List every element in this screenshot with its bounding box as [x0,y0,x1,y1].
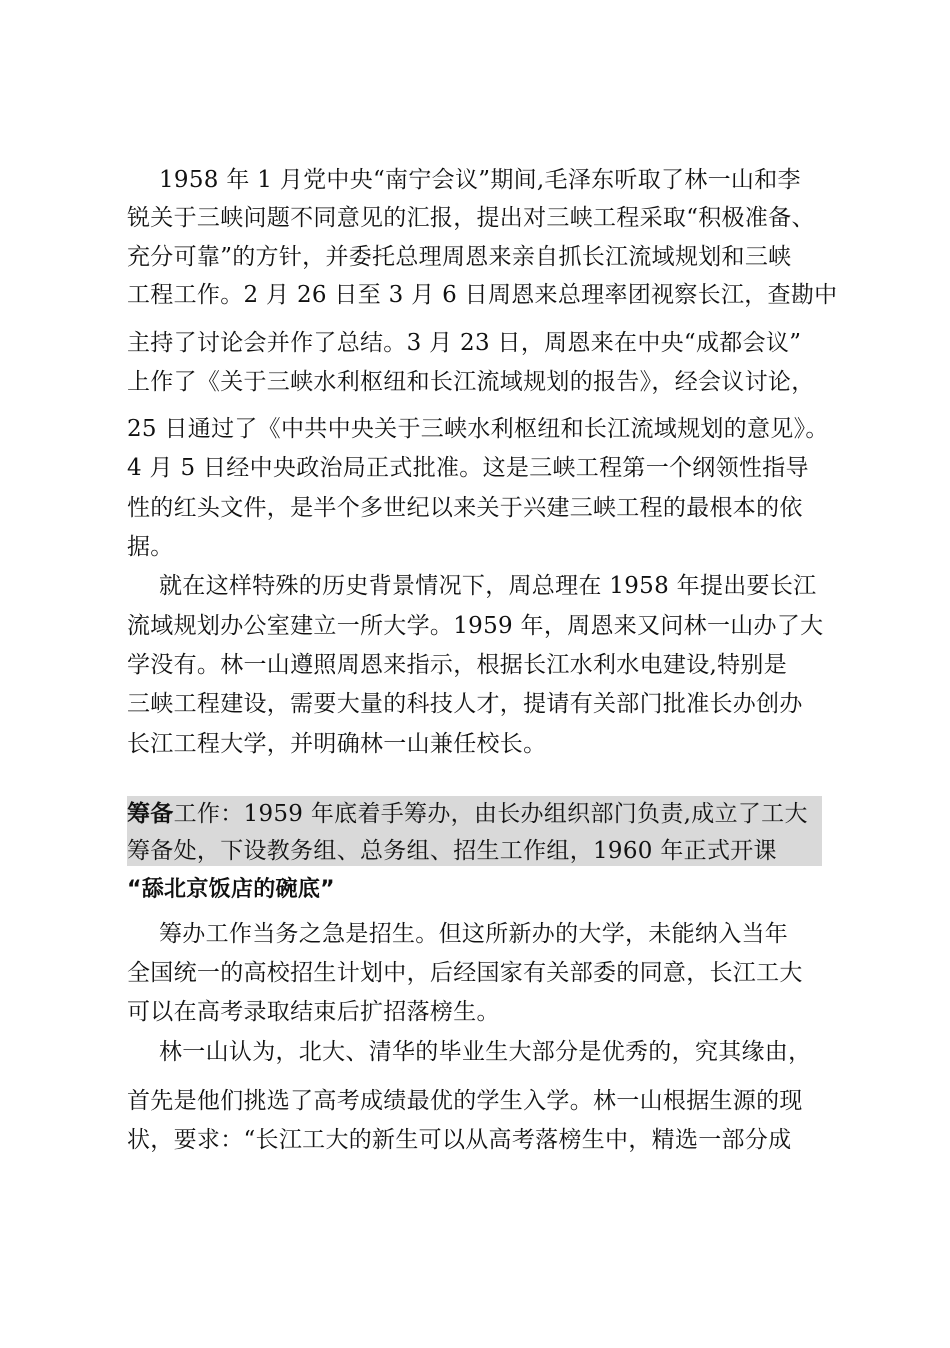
paragraph-1-line: 充分可靠”的方针，并委托总理周恩来亲自抓长江流域规划和三峡 [127,244,792,270]
paragraph-4-line: 首先是他们挑选了高考成绩最优的学生入学。林一山根据生源的现 [127,1088,803,1114]
prep-note-line-1 [127,794,837,834]
paragraph-1-line: 工程工作。2 月 26 日至 3 月 6 日周恩来总理率团视察长江，查勘中 [127,282,837,308]
paragraph-4-line: 林一山认为，北大、清华的毕业生大部分是优秀的，究其缘由， [159,1039,812,1065]
paragraph-1-line: 4 月 5 日经中央政治局正式批准。这是三峡工程第一个纲领性指导 [127,455,809,481]
paragraph-3-line: 筹办工作当务之急是招生。但这所新办的大学，未能纳入当年 [159,921,789,947]
section-heading: “舔北京饭店的碗底” [127,877,335,902]
prep-note-bold-label: 筹备 [127,801,174,827]
paragraph-1-line: 主持了讨论会并作了总结。3 月 23 日，周恩来在中央“成都会议” [127,330,802,356]
paragraph-2-line: 就在这样特殊的历史背景情况下，周总理在 1958 年提出要长江 [159,573,817,599]
paragraph-2-line: 长江工程大学，并明确林一山兼任校长。 [127,731,547,757]
paragraph-3-line: 可以在高考录取结束后扩招落榜生。 [127,999,500,1025]
paragraph-1-line: 上作了《关于三峡水利枢纽和长江流域规划的报告》，经会议讨论， [127,369,815,395]
paragraph-3-line: 全国统一的高校招生计划中，后经国家有关部委的同意，长江工大 [127,960,803,986]
paragraph-1-line: 25 日通过了《中共中央关于三峡水利枢纽和长江流域规划的意见》。 [127,416,829,442]
paragraph-1-line: 1958 年 1 月党中央“南宁会议”期间,毛泽东听取了林一山和李 [159,167,801,193]
paragraph-2-line: 流域规划办公室建立一所大学。1959 年，周恩来又问林一山办了大 [127,613,824,639]
paragraph-1-line: 性的红头文件，是半个多世纪以来关于兴建三峡工程的最根本的依 [127,495,803,521]
prep-note-line-2: 筹备处，下设教务组、总务组、招生工作组，1960 年正式开课 [127,838,777,864]
paragraph-2-line: 三峡工程建设，需要大量的科技人才，提请有关部门批准长办创办 [127,691,803,717]
prep-note-line-1-text: 工作：1959 年底着手筹办，由长办组织部门负责,成立了工大 [173,801,808,827]
paragraph-2-line: 学没有。林一山遵照周恩来指示，根据长江水利水电建设,特别是 [127,652,788,678]
paragraph-4-line: 状，要求：“长江工大的新生可以从高考落榜生中，精选一部分成 [127,1127,792,1153]
paragraph-1-line: 锐关于三峡问题不同意见的汇报，提出对三峡工程采取“积极准备、 [127,205,815,231]
paragraph-1-line: 据。 [127,534,174,560]
